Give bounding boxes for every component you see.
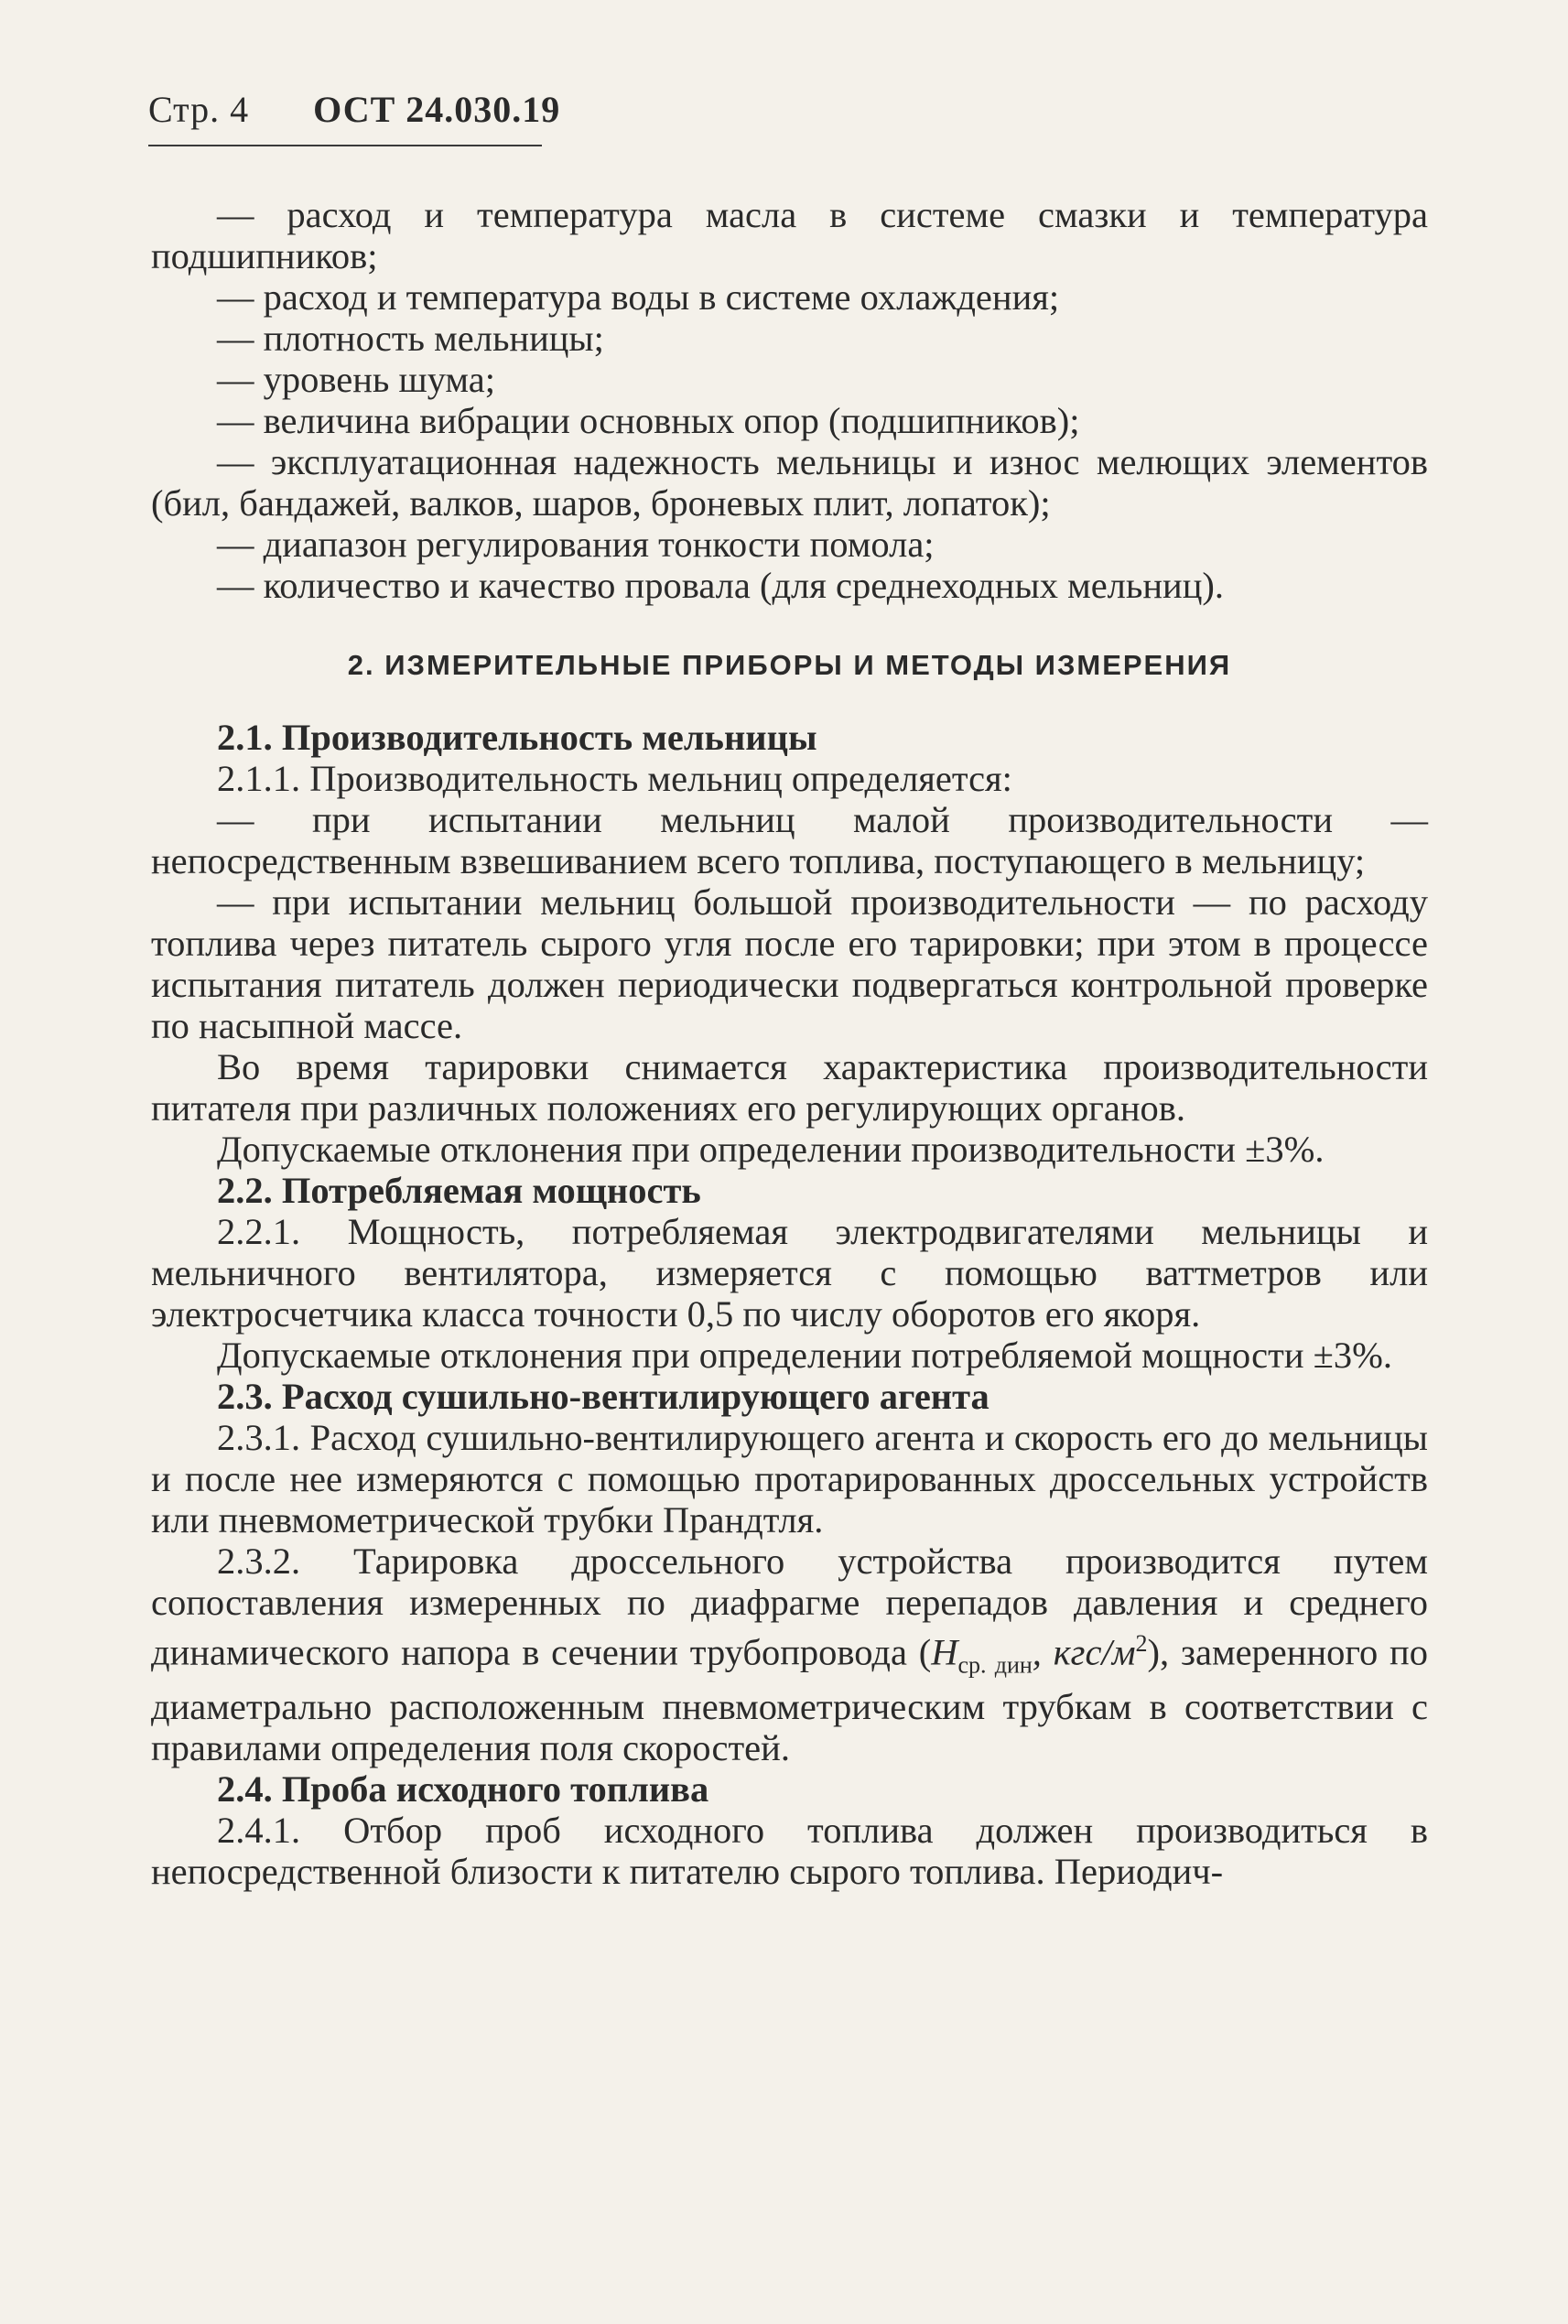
paragraph: Допускаемые отклонения при определении потребляемой мощности ±3%. xyxy=(217,1335,1392,1376)
list-item: — расход и температура масла в системе смазки и температура подшипников; xyxy=(151,194,1428,276)
unit-text: , кгс/м xyxy=(1032,1631,1136,1673)
paragraph-text: 2.3.2. Тарировка дроссельного устройства производится путем сопоставления измеренных по диафрагме перепадов давления и среднего динамического напора в сечении трубопровода ( xyxy=(151,1540,1428,1673)
paragraph: Во время тарировки снимается характеристика производительности питателя при различных положениях его регулирующих органов. xyxy=(151,1046,1428,1129)
paragraph: 2.2.1. Мощность, потребляемая электродвигателями мельницы и мельничного вентилятора, измеряется с помощью ваттметров или электросчетчика класса точности 0,5 по числу оборотов его якоря. xyxy=(151,1211,1428,1335)
unit-superscript: 2 xyxy=(1135,1630,1148,1657)
list-item: — при испытании мельниц большой производительности — по расходу топлива через питатель сырого угля после его тарировки; при этом в процессе испытания питатель должен периодически подвергаться контрольной проверке по насыпной массе. xyxy=(151,881,1428,1046)
list-item: — эксплуатационная надежность мельницы и износ мелющих элементов (бил, бандажей, валков, шаров, броневых плит, лопаток); xyxy=(151,441,1428,524)
list-item: — величина вибрации основных опор (подшипников); xyxy=(217,400,1080,441)
paragraph: 2.3.1. Расход сушильно-вентилирующего агента и скорость его до мельницы и после нее измеряются с помощью протарированных дроссельных устройств или пневмометрической трубки Прандтля. xyxy=(151,1417,1428,1540)
list-item: — расход и температура воды в системе охлаждения; xyxy=(217,276,1060,318)
paragraph xyxy=(151,1540,1428,1768)
page-header xyxy=(148,88,560,131)
subsection-heading: 2.1. Производительность мельницы xyxy=(217,717,817,758)
subsection-heading: 2.3. Расход сушильно-вентилирующего агента xyxy=(217,1376,989,1417)
formula-symbol: H xyxy=(931,1631,958,1673)
list-item: — плотность мельницы; xyxy=(217,318,604,359)
paragraph: 2.1.1. Производительность мельниц определяется: xyxy=(217,758,1012,799)
header-rule xyxy=(148,145,542,146)
standard-number: ОСТ 24.030.19 xyxy=(313,89,561,130)
paragraph-text: ), замеренного по диаметрально расположенным пневмометрическим трубкам в соответствии с правилами определения поля скоростей. xyxy=(151,1631,1428,1768)
paragraph: 2.4.1. Отбор проб исходного топлива должен производиться в непосредственной близости к питателю сырого топлива. Периодич- xyxy=(151,1809,1428,1892)
list-item: — диапазон регулирования тонкости помола; xyxy=(217,524,935,565)
list-item: — количество и качество провала (для среднеходных мельниц). xyxy=(217,565,1224,606)
page-number: Стр. 4 xyxy=(148,89,250,130)
subsection-heading: 2.2. Потребляемая мощность xyxy=(217,1170,701,1211)
subsection-heading: 2.4. Проба исходного топлива xyxy=(217,1767,709,1810)
formula-subscript: ср. дин xyxy=(957,1651,1033,1679)
paragraph: Допускаемые отклонения при определении производительности ±3%. xyxy=(217,1129,1325,1170)
list-item: — при испытании мельниц малой производительности — непосредственным взвешиванием всего топлива, поступающего в мельницу; xyxy=(151,799,1428,881)
section-heading: 2. ИЗМЕРИТЕЛЬНЫЕ ПРИБОРЫ И МЕТОДЫ ИЗМЕРЕНИЯ xyxy=(347,649,1232,681)
list-item: — уровень шума; xyxy=(217,359,495,400)
document-body xyxy=(151,194,1428,1892)
